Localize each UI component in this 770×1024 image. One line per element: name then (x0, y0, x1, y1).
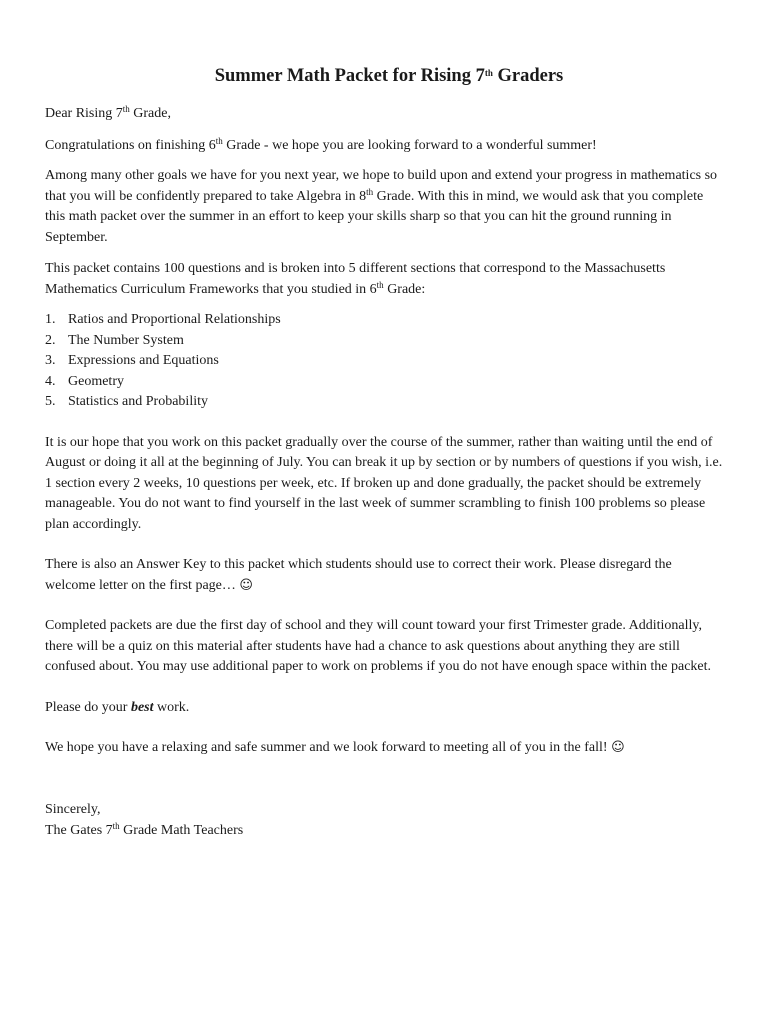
goals-paragraph (45, 166, 725, 248)
letter-page (45, 64, 725, 841)
signature-text-end: Grade Math Teachers (119, 822, 244, 838)
summer-paragraph (45, 738, 725, 759)
congrats-paragraph (45, 136, 725, 157)
greeting (45, 104, 725, 125)
packet-superscript: th (376, 279, 384, 290)
answer-key-text: There is also an Answer Key to this packet which students should use to correct their work. Please disregard the welcome letter on the first page… (45, 557, 672, 593)
list-item (45, 392, 725, 413)
greeting-text-end: Grade, (129, 106, 171, 121)
congrats-superscript: th (215, 135, 223, 146)
goals-text: Among many other goals we have for you next year, we hope to build upon and extend your progress in mathematics so that you will be confidently prepared to take Algebra in 8 (45, 168, 718, 204)
signature (45, 820, 725, 841)
list-item-number: 4. (45, 373, 56, 389)
closing: Sincerely, (45, 801, 101, 817)
due-paragraph: Completed packets are due the first day of school and they will count toward your first Trimester grade. Additionally, there will be a quiz on this material after students have had a chance to ask questions about anything they are still confused about. You may use additional paper to work on problems if you do not have enough space within the packet. (45, 618, 712, 674)
greeting-text: Dear Rising 7 (45, 106, 123, 121)
greeting-superscript: th (122, 104, 130, 114)
packet-text-end: Grade: (383, 281, 426, 297)
title-text-end: Graders (492, 66, 564, 86)
goals-superscript: th (366, 186, 374, 197)
list-item-label: Ratios and Proportional Relationships (68, 312, 281, 327)
best-work-paragraph (45, 698, 725, 719)
packet-text: This packet contains 100 questions and is broken into 5 different sections that correspond to the Massachusetts Mathematics Curriculum Frameworks that you studied in 6 (45, 261, 666, 297)
signature-superscript: th (112, 820, 120, 831)
congrats-text-end: Grade - we hope you are looking forward to a wonderful summer! (222, 137, 597, 153)
signature-text: The Gates 7 (45, 822, 113, 838)
list-item-number: 5. (45, 394, 56, 409)
best-text-end: work. (153, 699, 190, 715)
summer-text: We hope you have a relaxing and safe summer and we look forward to meeting all of you in the fall! (45, 740, 612, 755)
smiley-icon: ☺ (611, 740, 625, 755)
congrats-text: Congratulations on finishing 6 (45, 137, 216, 153)
list-item-label: The Number System (68, 332, 184, 348)
title-text: Summer Math Packet for Rising 7 (214, 66, 485, 86)
list-item-label: Geometry (68, 373, 124, 389)
list-item (45, 351, 725, 372)
smiley-icon: ☺ (239, 577, 253, 593)
hope-paragraph: It is our hope that you work on this packet gradually over the course of the summer, rather than waiting until the end of August or doing it all at the beginning of July. You can break it up by section or by numbers of questions if you wish, i.e. 1 section every 2 weeks, 10 questions per week, etc. If broken up and done gradually, the packet should be extremely manageable. You do not want to find yourself in the last week of summer scrambling to finish 100 problems so please plan accordingly. (45, 434, 723, 532)
list-item (45, 331, 725, 352)
best-text: Please do your (45, 699, 131, 715)
signature-block (45, 799, 725, 841)
list-item (45, 372, 725, 393)
answer-key-paragraph (45, 555, 725, 596)
section-list (45, 310, 725, 413)
goals-text-end: Grade. With this in mind, we would ask that you complete this math packet over the summer in an effort to keep your skills sharp so that you can hit the ground running in September. (45, 188, 704, 245)
packet-paragraph (45, 259, 725, 300)
list-item-number: 3. (45, 353, 56, 368)
page-title (45, 64, 725, 88)
list-item-number: 2. (45, 332, 56, 348)
list-item-number: 1. (45, 312, 56, 327)
list-item-label: Expressions and Equations (68, 353, 219, 368)
best-emphasis: best (130, 699, 154, 715)
list-item-label: Statistics and Probability (68, 394, 208, 409)
list-item (45, 310, 725, 331)
title-superscript: th (484, 68, 493, 78)
